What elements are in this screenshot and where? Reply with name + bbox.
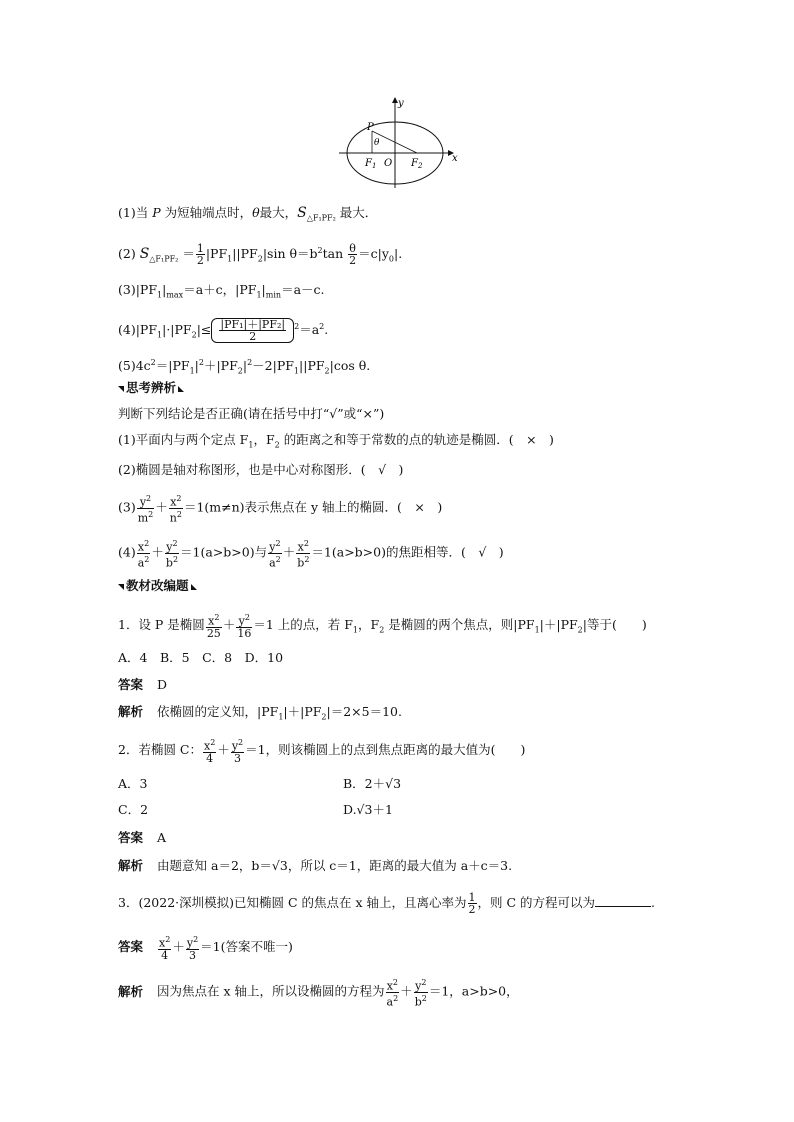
- question-2-analysis: 解析 由题意知 a＝2，b＝√3，所以 c＝1，距离的最大值为 a＋c＝3.: [118, 858, 513, 873]
- question-1-analysis: 解析 依椭圆的定义知，$|PF_1|+|PF_2|=2\times 5=10$.: [118, 704, 402, 722]
- bracket-marker-icon: [178, 386, 184, 392]
- prop-4: $(4)|PF_1|\cdot|PF_2|\le$ $\frac{\text{|PF₁|＋|PF₂|}}{2}$ $^2=a^2$.: [118, 318, 329, 343]
- label-x: x: [452, 153, 458, 164]
- label-p: P: [367, 122, 374, 133]
- judge-item-1: (1)平面内与两个定点 $F_1$，$F_2$ 的距离之和等于常数的点的轨迹是椭圆．( × ): [118, 432, 554, 450]
- label-o: O: [384, 158, 393, 169]
- question-1: 1．设 P 是椭圆 $\frac{x^2}{25}$ ＋ $\frac{y^2}{16}$ ＝1 上的点，若 $F_1$，$F_2$ 是椭圆的两个焦点，则$|PF_1|+|PF_2|$等于( ): [118, 613, 647, 640]
- judge-item-3: (3) $\frac{y^2}{m^2}$ ＋ $\frac{x^2}{n^2}$ ＝1(m≠n)表示焦点在 y 轴上的椭圆．( × ): [118, 494, 443, 525]
- fraction-half: $\frac{1}{2}$: [196, 242, 204, 268]
- question-1-answer: 答案 D: [118, 677, 168, 692]
- label-theta: θ: [374, 138, 380, 148]
- prop-2: (2) $S_{\triangle F_1PF_2}$ ＝ $\frac{1}{2}$ $|PF_1||PF_2|\sin$ $\theta=b^2\tan$ $\frac{\theta}{2}$ $=c|y_0|$.: [118, 242, 403, 268]
- bracket-marker-icon: [118, 386, 124, 392]
- label-f1: $F_1$: [365, 158, 377, 170]
- judge-item-4: (4) $\frac{x^2}{a^2}$ ＋ $\frac{y^2}{b^2}$ ＝1(a>b>0)与 $\frac{y^2}{a^2}$ ＋ $\frac{x^2}{b^2}$ ＝1(a>b>0)的焦距相等．( √ ): [118, 539, 504, 570]
- ellipse-figure: [335, 94, 465, 190]
- section-title-thinking: 思考辨析: [118, 380, 184, 396]
- prop-5: $(5)4c^2=|PF_1|^2+|PF_2|^2-2|PF_1||PF_2|\cos$ θ.: [118, 358, 371, 376]
- label-f2: $F_2$: [411, 158, 423, 170]
- question-3: 3．(2022·深圳模拟)已知椭圆 C 的焦点在 x 轴上，且离心率为 $\frac{1}{2}$ ，则 C 的方程可以为 .: [118, 891, 655, 916]
- fraction-theta-half: $\frac{\theta}{2}$: [349, 242, 357, 268]
- question-2-answer: 答案 A: [118, 830, 167, 845]
- judge-intro: 判断下列结论是否正确(请在括号中打“√”或“×”): [118, 406, 385, 421]
- judge-item-2: (2)椭圆是轴对称图形，也是中心对称图形．( √ ): [118, 462, 404, 477]
- question-2: 2．若椭圆 C： $\frac{x^2}{4}$ ＋ $\frac{y^2}{3}$ ＝1，则该椭圆上的点到焦点距离的最大值为( ): [118, 738, 526, 765]
- question-1-options: A．4 B．5 C．8 D．10: [118, 650, 284, 665]
- question-2-options-row2: C．2 D.√3＋1: [118, 802, 393, 817]
- question-2-options-row1: A．3 B．2＋√3: [118, 776, 402, 791]
- question-3-analysis: 解析 因为焦点在 x 轴上，所以设椭圆的方程为 $\frac{x^2}{a^2}$ ＋ $\frac{y^2}{b^2}$ ＝1，a>b>0，: [118, 978, 519, 1009]
- prop-3: $(3)|PF_1|_{max}=a+c$，$|PF_1|_{min}=a-c$.: [118, 282, 325, 300]
- section-title-textbook: 教材改编题: [118, 578, 197, 594]
- answer-blank: [595, 894, 651, 907]
- prop-1: (1)当 P 为短轴端点时，θ最大，$S_{\triangle F_1PF_2}$ 最大．: [118, 205, 378, 223]
- bracket-expression: [211, 318, 294, 343]
- label-y: y: [398, 98, 404, 109]
- question-3-answer: 答案 $\frac{x^2}{4}$ ＋ $\frac{y^2}{3}$ ＝1(答案不唯一): [118, 935, 293, 962]
- bracket-marker-icon: [118, 584, 124, 590]
- fraction-mean: $\frac{\text{|PF₁|＋|PF₂|}}{2}$: [220, 318, 286, 343]
- bracket-marker-icon: [191, 584, 197, 590]
